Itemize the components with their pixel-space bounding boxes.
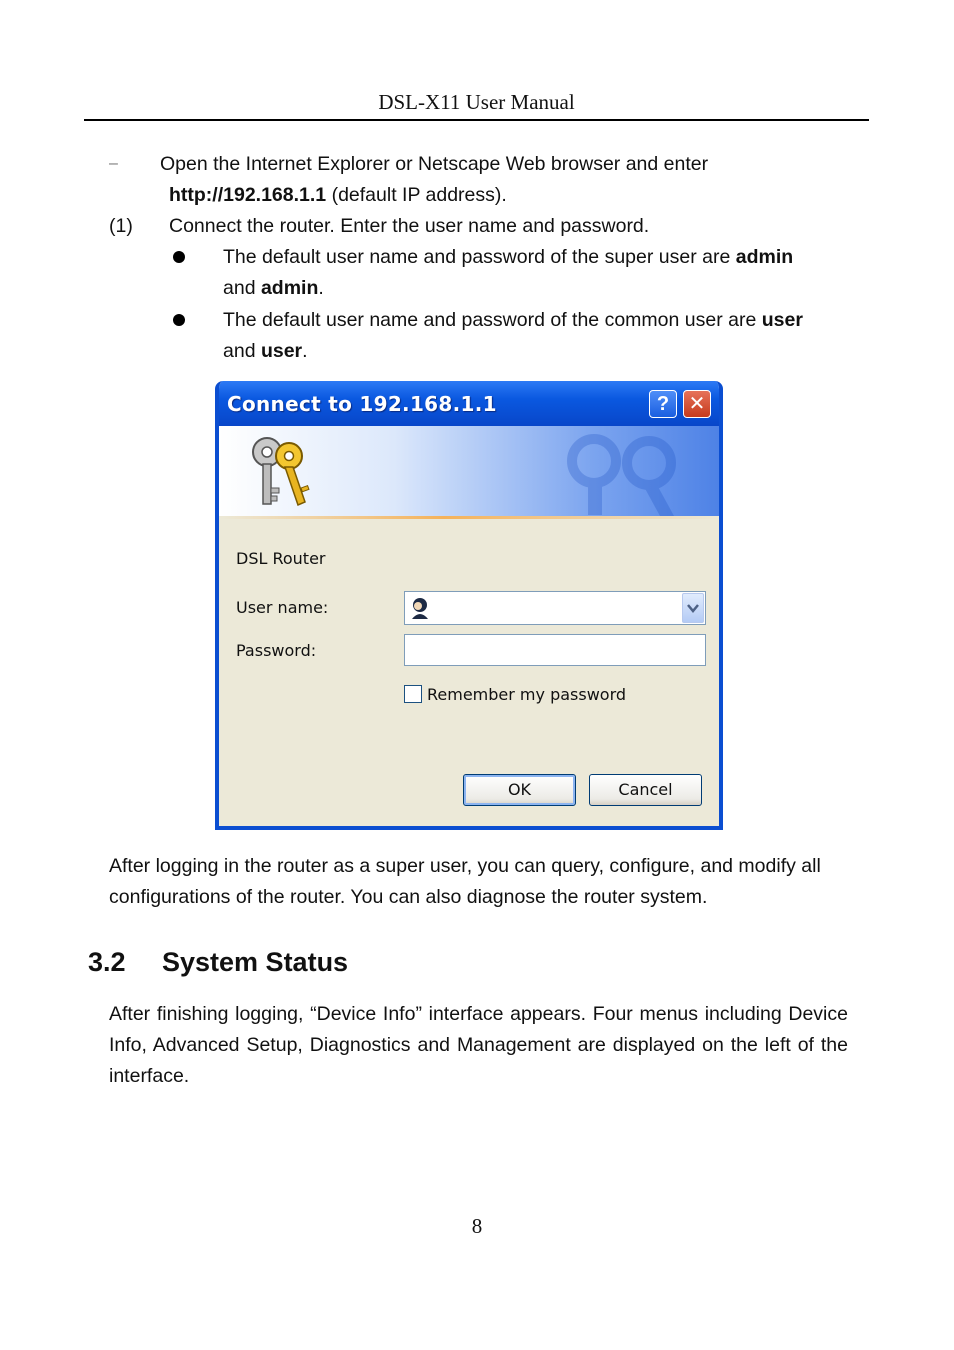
- help-button[interactable]: [649, 390, 677, 418]
- dialog-titlebar[interactable]: [219, 381, 719, 426]
- section-number: 3.2: [88, 947, 126, 977]
- user-icon: [410, 597, 430, 619]
- password-field[interactable]: [404, 634, 706, 666]
- remember-password-label[interactable]: Remember my password: [427, 685, 627, 704]
- bullet2-period: .: [302, 340, 308, 362]
- bullet2-and: and: [223, 340, 261, 362]
- bullet2-username: user: [761, 309, 803, 331]
- open-browser-line1: Open the Internet Explorer or Netscape Web browser and enter: [160, 153, 709, 175]
- password-label: Password:: [236, 641, 317, 660]
- bullet1-line1: [223, 245, 793, 269]
- keys-icon: [245, 432, 315, 512]
- bullet2-text: The default user name and password of the common user are: [223, 309, 762, 331]
- username-dropdown-button[interactable]: [682, 593, 704, 623]
- default-ip-note: (default IP address).: [326, 184, 507, 206]
- chevron-down-icon: [683, 594, 703, 622]
- after-login-paragraph: After logging in the router as a super user, you can query, configure, and modify all configurations of the router. You can also diagnose the router system.: [109, 855, 821, 908]
- router-url: http://192.168.1.1: [169, 184, 327, 206]
- keys-watermark-icon: [554, 431, 704, 516]
- open-browser-line2: [169, 183, 507, 207]
- bullet-dot: [173, 251, 185, 263]
- bullet1-and: and: [223, 277, 261, 299]
- bullet-dot: [173, 314, 185, 326]
- cancel-button[interactable]: Cancel: [589, 774, 702, 806]
- close-button[interactable]: [683, 390, 711, 418]
- section-paragraph: After finishing logging, “Device Info” interface appears. Four menus including Device Info, Advanced Setup, Diagnostics and Management are displayed on the left of the interface.: [109, 1003, 848, 1087]
- page-header: [84, 89, 869, 121]
- manual-title: DSL-X11 User Manual: [378, 90, 575, 114]
- banner-divider: [219, 516, 719, 519]
- bullet1-period: .: [318, 277, 324, 299]
- username-combobox[interactable]: [404, 591, 706, 625]
- bullet1-password: admin: [260, 277, 319, 299]
- bullet2-line1: [223, 308, 803, 332]
- login-dialog: [215, 381, 723, 830]
- bullet2-password: user: [260, 340, 303, 362]
- section-title: System Status: [162, 947, 349, 977]
- bullet1-line2: [223, 276, 324, 300]
- dash-marker: –: [109, 155, 118, 172]
- page-number: 8: [471, 1214, 483, 1238]
- section-heading: [88, 945, 348, 979]
- bullet1-text: The default user name and password of the super user are: [223, 246, 736, 268]
- ok-button[interactable]: OK: [463, 774, 576, 806]
- bullet1-username: admin: [735, 246, 794, 268]
- help-icon: ?: [656, 393, 670, 415]
- bullet2-line2: [223, 339, 308, 363]
- realm-label: DSL Router: [236, 549, 326, 568]
- step1-text: Connect the router. Enter the user name and password.: [169, 215, 650, 237]
- step1-marker: (1): [109, 215, 133, 237]
- close-icon: ✕: [688, 393, 706, 415]
- remember-password-checkbox[interactable]: [404, 685, 422, 703]
- dialog-title: Connect to 192.168.1.1: [227, 392, 497, 416]
- username-label: User name:: [236, 598, 329, 617]
